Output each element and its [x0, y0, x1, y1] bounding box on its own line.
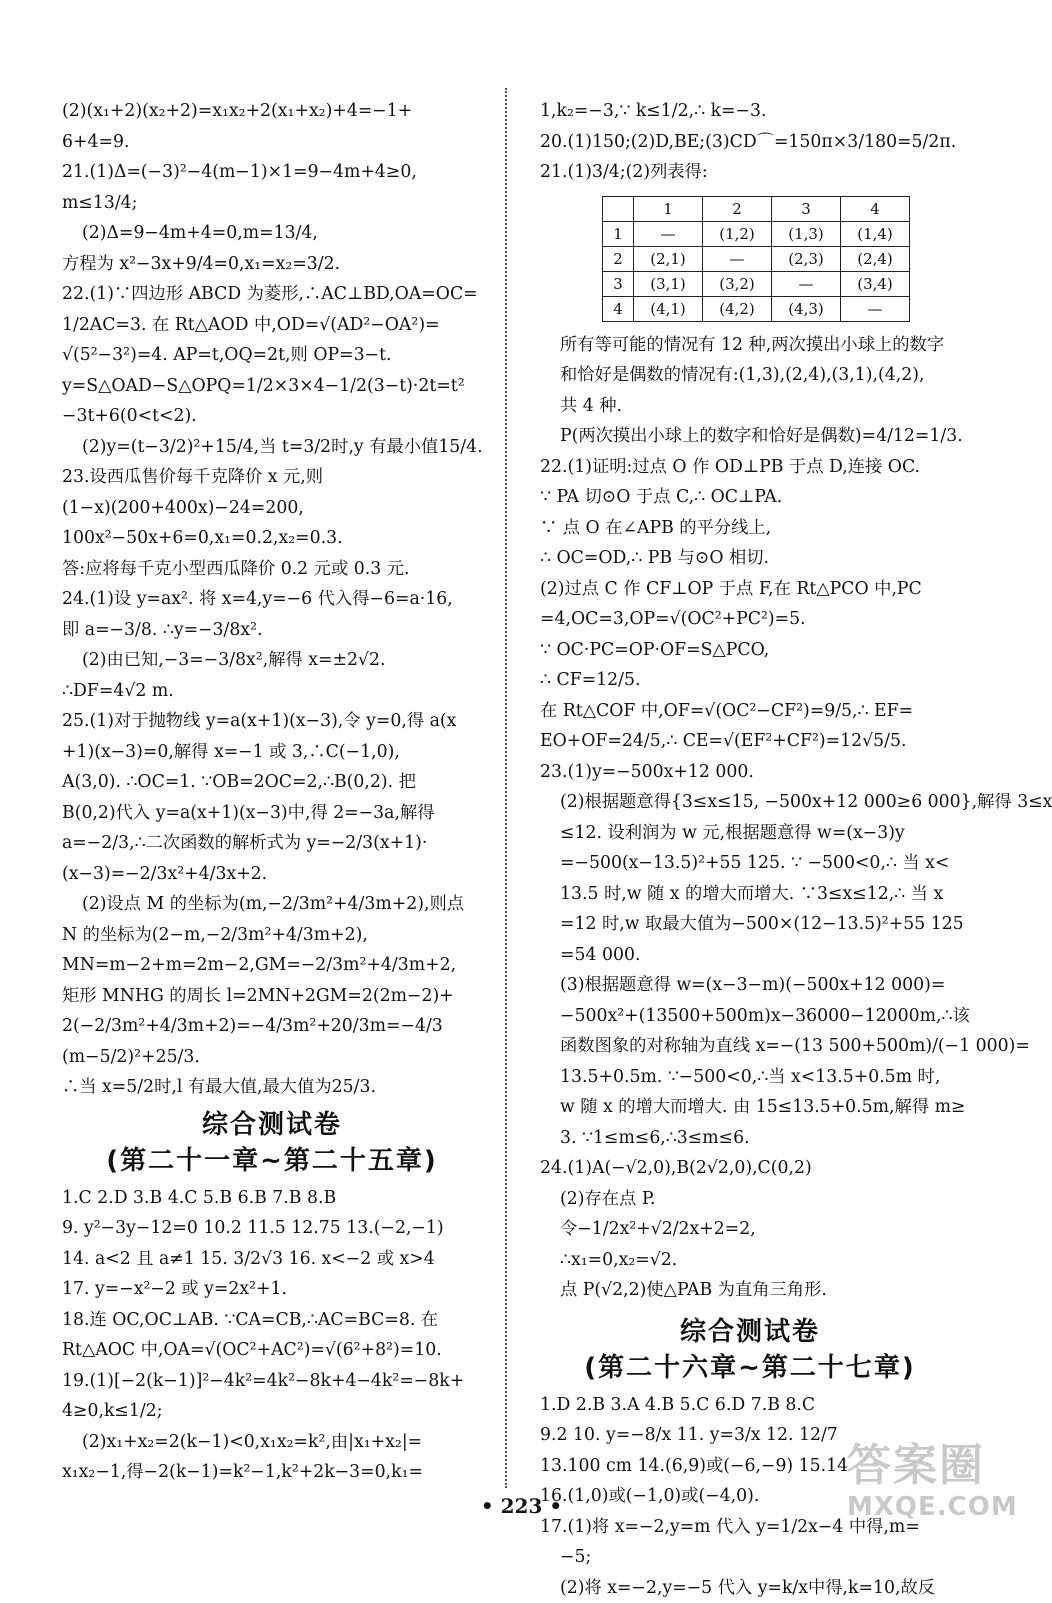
- answer-line: =−500(x−13.5)²+55 125. ∵ −500<0,∴ 当 x<: [540, 848, 960, 879]
- answer-line: −3t+6(0<t<2).: [62, 401, 482, 432]
- section-subtitle-left: (第二十一章~第二十五章): [62, 1143, 482, 1179]
- answer-line: A(3,0). ∴OC=1. ∵OB=2OC=2,∴B(0,2). 把: [62, 767, 482, 798]
- watermark-logo: [847, 1440, 1017, 1530]
- answer-line: 22.(1)∵四边形 ABCD 为菱形,∴AC⊥BD,OA=OC=: [62, 279, 482, 310]
- column-divider: [505, 88, 507, 1488]
- answer-line: (1−x)(200+400x)−24=200,: [62, 493, 482, 524]
- table-cell: [603, 196, 634, 221]
- right-answers-block-2: [540, 330, 960, 1306]
- answer-line: (2)根据题意得{3≤x≤15, −500x+12 000≥6 000},解得 3≤x: [540, 787, 960, 818]
- table-cell: (3,2): [703, 271, 772, 296]
- answer-line: (m−5/2)²+25/3.: [62, 1042, 482, 1073]
- table-cell: 2: [603, 246, 634, 271]
- section-title-left: 综合测试卷: [62, 1107, 482, 1143]
- answer-line: (2)将 x=−2,y=−5 代入 y=k/x中得,k=10,故反: [540, 1573, 960, 1603]
- answer-line: 23.(1)y=−500x+12 000.: [540, 757, 960, 788]
- table-cell: —: [703, 246, 772, 271]
- answer-line: 所有等可能的情况有 12 种,两次摸出小球上的数字: [540, 330, 960, 361]
- table-cell: (1,3): [772, 221, 841, 246]
- answer-line: =12 时,w 取最大值为−500×(12−13.5)²+55 125: [540, 909, 960, 940]
- answer-line: 函数图象的对称轴为直线 x=−(13 500+500m)/(−1 000)=: [540, 1031, 960, 1062]
- table-cell: 1: [603, 221, 634, 246]
- right-answers-block: [540, 96, 960, 188]
- left-test-answers-block: [62, 1183, 482, 1488]
- answer-line: ∴ OC=OD,∴ PB 与⊙O 相切.: [540, 543, 960, 574]
- watermark-text: 答案圈: [847, 1440, 1017, 1492]
- answer-line: 方程为 x²−3x+9/4=0,x₁=x₂=3/2.: [62, 249, 482, 280]
- answer-line: ∵ OC·PC=OP·OF=S△PCO,: [540, 635, 960, 666]
- answer-line: 答:应将每千克小型西瓜降价 0.2 元或 0.3 元.: [62, 554, 482, 585]
- answer-line: ∴当 x=5/2时,l 有最大值,最大值为25/3.: [62, 1072, 482, 1103]
- table-cell: (2,3): [772, 246, 841, 271]
- outcome-table: [602, 196, 910, 322]
- answer-line: (x−3)=−2/3x²+4/3x+2.: [62, 859, 482, 890]
- left-column: [62, 96, 482, 1488]
- answer-line: 21.(1)3/4;(2)列表得:: [540, 157, 960, 188]
- table-cell: —: [772, 271, 841, 296]
- answer-line: ∴ CF=12/5.: [540, 665, 960, 696]
- answer-line: (2)x₁+x₂=2(k−1)<0,x₁x₂=k²,由|x₁+x₂|=: [62, 1427, 482, 1458]
- answer-line: P(两次摸出小球上的数字和恰好是偶数)=4/12=1/3.: [540, 421, 960, 452]
- answer-line: (2)由已知,−3=−3/8x²,解得 x=±2√2.: [62, 645, 482, 676]
- answer-line: (3)根据题意得 w=(x−3−m)(−500x+12 000)=: [540, 970, 960, 1001]
- answer-line: =4,OC=3,OP=√(OC²+PC²)=5.: [540, 604, 960, 635]
- answer-line: 2(−2/3m²+4/3m+2)=−4/3m²+20/3m=−4/3: [62, 1011, 482, 1042]
- answer-line: 23.设西瓜售价每千克降价 x 元,则: [62, 462, 482, 493]
- table-cell: (1,2): [703, 221, 772, 246]
- answer-line: (2)Δ=9−4m+4=0,m=13/4,: [62, 218, 482, 249]
- answer-line: MN=m−2+m=2m−2,GM=−2/3m²+4/3m+2,: [62, 950, 482, 981]
- table-cell: (3,4): [841, 271, 910, 296]
- table-cell: (4,3): [772, 296, 841, 321]
- answer-line: N 的坐标为(2−m,−2/3m²+4/3m+2),: [62, 920, 482, 951]
- answer-line: a=−2/3,∴二次函数的解析式为 y=−2/3(x+1)·: [62, 828, 482, 859]
- table-cell: (2,4): [841, 246, 910, 271]
- answer-line: 1/2AC=3. 在 Rt△AOD 中,OD=√(AD²−OA²)=: [62, 310, 482, 341]
- answer-line: 1.C 2.D 3.B 4.C 5.B 6.B 7.B 8.B: [62, 1183, 482, 1214]
- answer-line: 19.(1)[−2(k−1)]²−4k²=4k²−8k+4−4k²=−8k+: [62, 1366, 482, 1397]
- answer-line: 点 P(√2,2)使△PAB 为直角三角形.: [540, 1275, 960, 1306]
- answer-line: √(5²−3²)=4. AP=t,OQ=2t,则 OP=3−t.: [62, 340, 482, 371]
- answer-line: Rt△AOC 中,OA=√(OC²+AC²)=√(6²+8²)=10.: [62, 1335, 482, 1366]
- answer-line: 1,k₂=−3,∵ k≤1/2,∴ k=−3.: [540, 96, 960, 127]
- answer-line: y=S△OAD−S△OPQ=1/2×3×4−1/2(3−t)·2t=t²: [62, 371, 482, 402]
- answer-line: 3. ∵1≤m≤6,∴3≤m≤6.: [540, 1123, 960, 1154]
- right-column: [540, 96, 960, 1603]
- table-cell: 4: [841, 196, 910, 221]
- table-cell: 4: [603, 296, 634, 321]
- answer-line: ∴x₁=0,x₂=√2.: [540, 1245, 960, 1276]
- table-cell: (2,1): [634, 246, 703, 271]
- answer-line: 和恰好是偶数的情况有:(1,3),(2,4),(3,1),(4,2),: [540, 360, 960, 391]
- answer-line: 17.(1)将 x=−2,y=m 代入 y=1/2x−4 中得,m=: [540, 1512, 960, 1543]
- answer-line: 共 4 种.: [540, 391, 960, 422]
- answer-line: 6+4=9.: [62, 127, 482, 158]
- watermark-url: MXQE.COM: [847, 1492, 1017, 1522]
- table-cell: (3,1): [634, 271, 703, 296]
- answer-line: m≤13/4;: [62, 188, 482, 219]
- answer-line: EO+OF=24/5,∴ CE=√(EF²+CF²)=12√5/5.: [540, 726, 960, 757]
- section-title-right: 综合测试卷: [540, 1314, 960, 1350]
- answer-line: 令−1/2x²+√2/2x+2=2,: [540, 1214, 960, 1245]
- answer-line: (2)过点 C 作 CF⊥OP 于点 F,在 Rt△PCO 中,PC: [540, 574, 960, 605]
- table-cell: —: [841, 296, 910, 321]
- table-cell: (1,4): [841, 221, 910, 246]
- table-cell: 3: [772, 196, 841, 221]
- answer-line: −500x²+(13500+500m)x−36000−12000m,∴该: [540, 1001, 960, 1032]
- answer-line: 9.2 10. y=−8/x 11. y=3/x 12. 12/7: [540, 1420, 960, 1451]
- answer-line: ∵ PA 切⊙O 于点 C,∴ OC⊥PA.: [540, 482, 960, 513]
- answer-line: B(0,2)代入 y=a(x+1)(x−3)中,得 2=−3a,解得: [62, 798, 482, 829]
- section-subtitle-right: (第二十六章~第二十七章): [540, 1350, 960, 1386]
- answer-line: 9. y²−3y−12=0 10.2 11.5 12.75 13.(−2,−1): [62, 1213, 482, 1244]
- answer-line: 24.(1)A(−√2,0),B(2√2,0),C(0,2): [540, 1153, 960, 1184]
- table-cell: (4,1): [634, 296, 703, 321]
- answer-line: 20.(1)150;(2)D,BE;(3)CD⌒=150π×3/180=5/2π.: [540, 127, 960, 158]
- answer-line: ∴DF=4√2 m.: [62, 676, 482, 707]
- table-cell: 3: [603, 271, 634, 296]
- answer-line: 21.(1)Δ=(−3)²−4(m−1)×1=9−4m+4≥0,: [62, 157, 482, 188]
- answer-line: 17. y=−x²−2 或 y=2x²+1.: [62, 1274, 482, 1305]
- table-row: [603, 271, 910, 296]
- answer-line: 即 a=−3/8. ∴y=−3/8x².: [62, 615, 482, 646]
- table-row: [603, 296, 910, 321]
- answer-line: 14. a<2 且 a≠1 15. 3/2√3 16. x<−2 或 x>4: [62, 1244, 482, 1275]
- answer-line: 在 Rt△COF 中,OF=√(OC²−CF²)=9/5,∴ EF=: [540, 696, 960, 727]
- answer-line: (2)(x₁+2)(x₂+2)=x₁x₂+2(x₁+x₂)+4=−1+: [62, 96, 482, 127]
- answer-line: (2)存在点 P.: [540, 1184, 960, 1215]
- answer-line: +1)(x−3)=0,解得 x=−1 或 3,∴C(−1,0),: [62, 737, 482, 768]
- answer-line: 矩形 MNHG 的周长 l=2MN+2GM=2(2m−2)+: [62, 981, 482, 1012]
- answer-line: 18.连 OC,OC⊥AB. ∵CA=CB,∴AC=BC=8. 在: [62, 1305, 482, 1336]
- answer-line: 22.(1)证明:过点 O 作 OD⊥PB 于点 D,连接 OC.: [540, 452, 960, 483]
- page-number: • 223 •: [0, 1494, 1043, 1518]
- answer-line: 13.5+0.5m. ∵−500<0,∴当 x<13.5+0.5m 时,: [540, 1062, 960, 1093]
- answer-line: ∵ 点 O 在∠APB 的平分线上,: [540, 513, 960, 544]
- table-row: [603, 196, 910, 221]
- answer-line: 13.100 cm 14.(6,9)或(−6,−9) 15.14: [540, 1451, 960, 1482]
- answer-line: −5;: [540, 1542, 960, 1573]
- answer-line: 1.D 2.B 3.A 4.B 5.C 6.D 7.B 8.C: [540, 1390, 960, 1421]
- table-row: [603, 246, 910, 271]
- answer-line: 25.(1)对于抛物线 y=a(x+1)(x−3),令 y=0,得 a(x: [62, 706, 482, 737]
- answer-line: w 随 x 的增大而增大. 由 15≤13.5+0.5m,解得 m≥: [540, 1092, 960, 1123]
- table-cell: 1: [634, 196, 703, 221]
- answer-line: 16.(1,0)或(−1,0)或(−4,0).: [540, 1481, 960, 1512]
- answer-line: 100x²−50x+6=0,x₁=0.2,x₂=0.3.: [62, 523, 482, 554]
- table-cell: —: [634, 221, 703, 246]
- answer-line: ≤12. 设利润为 w 元,根据题意得 w=(x−3)y: [540, 818, 960, 849]
- answer-line: 4≥0,k≤1/2;: [62, 1396, 482, 1427]
- table-cell: (4,2): [703, 296, 772, 321]
- table-cell: 2: [703, 196, 772, 221]
- answer-line: (2)设点 M 的坐标为(m,−2/3m²+4/3m+2),则点: [62, 889, 482, 920]
- answer-line: 24.(1)设 y=ax². 将 x=4,y=−6 代入得−6=a·16,: [62, 584, 482, 615]
- table-row: [603, 221, 910, 246]
- left-answers-block: [62, 96, 482, 1103]
- answer-line: x₁x₂−1,得−2(k−1)=k²−1,k²+2k−3=0,k₁=: [62, 1457, 482, 1488]
- answer-line: (2)y=(t−3/2)²+15/4,当 t=3/2时,y 有最小值15/4.: [62, 432, 482, 463]
- answer-line: 13.5 时,w 随 x 的增大而增大. ∵3≤x≤12,∴ 当 x: [540, 879, 960, 910]
- answer-line: =54 000.: [540, 940, 960, 971]
